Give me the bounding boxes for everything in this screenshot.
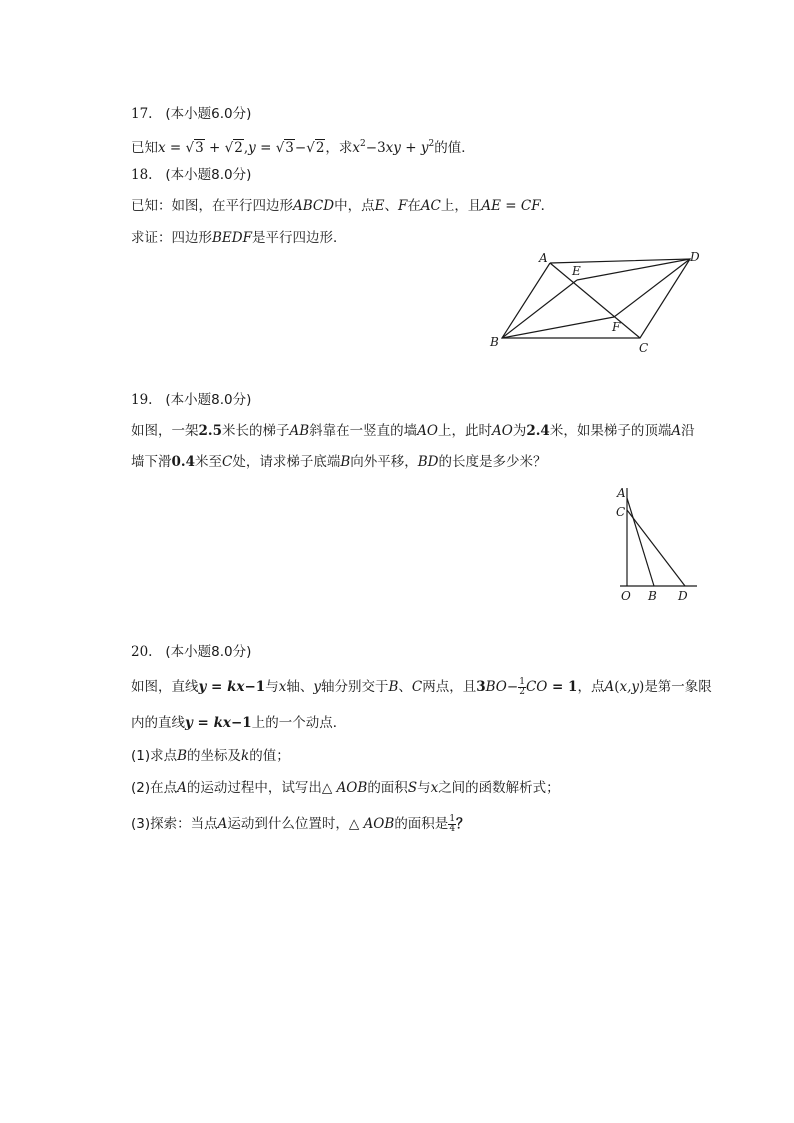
q20-line1: 如图，直线y = kx−1与x轴、y轴分别交于B、C两点，且3BO− $\frac{1}{2}$ CO = 1，点A(x,y)是第一象限 (131, 676, 712, 697)
q17-header: 17. (本小题6.0分) (131, 106, 252, 122)
label-b: B (648, 589, 657, 603)
segment-df (614, 259, 690, 317)
parallelogram-outline (502, 259, 690, 338)
q18-line2: 求证：四边形BEDF是平行四边形． (131, 230, 347, 246)
q18-header: 18. (本小题8.0分) (131, 167, 252, 183)
q18-parallelogram-figure (480, 245, 710, 355)
fraction-half: $\frac{1}{2}$ (519, 676, 525, 697)
q18-line1: 已知：如图，在平行四边形ABCD中，点E、F在AC上，且AE = CF． (131, 198, 555, 214)
label-c: C (639, 341, 649, 355)
label-a: A (617, 486, 626, 500)
q19-line1: 如图，一架2.5米长的梯子AB斜靠在一竖直的墙AO上，此时AO为2.4米，如果梯子的顶端A沿 (131, 423, 695, 439)
ladder-ab (627, 498, 654, 586)
q19-header: 19. (本小题8.0分) (131, 392, 252, 408)
label-a: A (539, 251, 548, 265)
segment-be (502, 280, 577, 338)
fraction-quarter: $\frac{1}{4}$ (449, 813, 456, 834)
ladder-cd (627, 510, 685, 586)
q20-header: 20. (本小题8.0分) (131, 644, 252, 660)
label-d: D (690, 250, 700, 264)
q20-part2: (2)在点A的运动过程中，试写出△ AOB的面积S与x之间的函数解析式； (131, 780, 560, 796)
q17-text: 已知x = √3 + √2,y = √3−√2，求$x^2-3xy + y^2$的值． (131, 139, 475, 156)
q20-part1: (1)求点B的坐标及k的值； (131, 748, 290, 764)
label-o: O (621, 589, 631, 603)
label-b: B (490, 335, 499, 349)
q20-part3: (3)探索：当点A运动到什么位置时，△ AOB的面积是 $\frac{1}{4}$ ？ (131, 813, 470, 834)
label-c: C (616, 505, 626, 519)
q19-line2: 墙下滑0.4米至C处，请求梯子底端B向外平移，BD的长度是多少米？ (131, 454, 547, 470)
label-e: E (572, 264, 581, 278)
q20-line2: 内的直线y = kx−1上的一个动点． (131, 715, 347, 731)
label-f: F (612, 320, 621, 334)
q19-ladder-figure (605, 480, 705, 605)
label-d: D (678, 589, 688, 603)
segment-fb (502, 317, 614, 338)
